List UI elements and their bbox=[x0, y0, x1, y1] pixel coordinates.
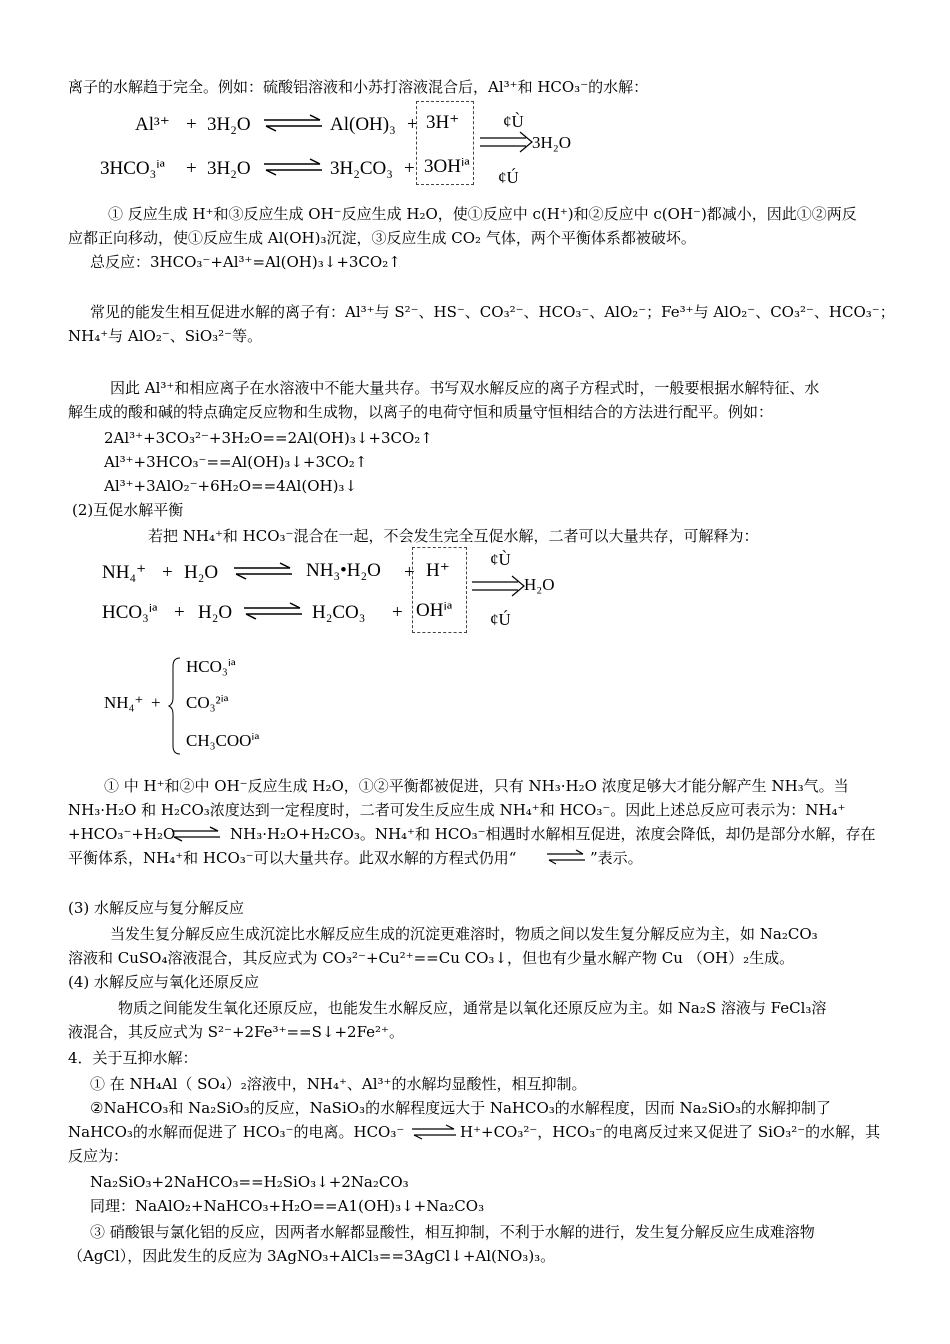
paragraph-metathesis: 溶液和 CuSO₄溶液混合，其反应式为 CO₃²⁻+Cu²⁺==Cu CO₃↓，但也有少量水解产物 Cu （OH）₂生成。 bbox=[68, 949, 795, 967]
s1-bicarbonate: 3HCO₃ⁱª bbox=[100, 158, 165, 179]
s1-mark: ¢Ú bbox=[498, 168, 519, 187]
paragraph-mutual-explain: 平衡体系，NH₄⁺和 HCO₃⁻可以大量共存。此双水解的方程式仍用“ bbox=[68, 849, 517, 867]
paragraph-mutual-inhibition: H⁺+CO₃²⁻，HCO₃⁻的电离反过来又促进了 SiO₃²⁻的水解，其 bbox=[460, 1123, 881, 1141]
s2-product: NH₃•H₂O bbox=[306, 560, 381, 581]
s1-plus: + bbox=[404, 158, 415, 179]
section-heading: (3) 水解反应与复分解反应 bbox=[68, 899, 245, 917]
s2-ammonium: NH₄⁺ bbox=[102, 562, 147, 583]
equation: Al³⁺+3HCO₃⁻==Al(OH)₃↓+3CO₂↑ bbox=[104, 453, 368, 471]
section-heading: (4) 水解反应与氧化还原反应 bbox=[68, 973, 260, 991]
s2-ion: OHⁱª bbox=[416, 600, 453, 621]
total-reaction: 总反应：3HCO₃⁻+Al³⁺=Al(OH)₃↓+3CO₂↑ bbox=[90, 253, 401, 271]
paragraph-silver-nitrate: （AgCl），因此发生的反应为 3AgNO₃+AlCl₃==3AgCl↓+Al(NO₃)₃。 bbox=[68, 1247, 556, 1265]
s2-plus: + bbox=[404, 562, 415, 583]
s2-plus: + bbox=[162, 562, 173, 583]
equilibrium-arrow-icon bbox=[262, 112, 326, 134]
equilibrium-arrow-icon bbox=[545, 850, 587, 864]
s1-combined: 3H₂O bbox=[532, 133, 571, 152]
paragraph-redox: 物质之间能发生氧化还原反应，也能发生水解反应，通常是以氧化还原反应为主。如 Na₂S 溶液与 FeCl₃溶 bbox=[118, 999, 827, 1017]
section-heading: (2)互促水解平衡 bbox=[72, 501, 184, 519]
s2-plus: + bbox=[174, 602, 185, 623]
s1-ion: 3H⁺ bbox=[426, 112, 460, 133]
s2-water: H₂O bbox=[198, 602, 233, 623]
double-arrow-icon bbox=[480, 132, 536, 152]
s1-water: 3H₂O bbox=[207, 158, 251, 179]
paragraph-metathesis: 当发生复分解反应生成沉淀比水解反应生成的沉淀更难溶时，物质之间以发生复分解反应为主，如 Na₂CO₃ bbox=[110, 925, 818, 943]
paragraph-mutual-explain: NH₃·H₂O 和 H₂CO₃浓度达到一定程度时，二者可发生反应生成 NH₄⁺和 HCO₃⁻。因此上述总反应可表示为：NH₄⁺ bbox=[68, 801, 846, 819]
s3-option: CO₃²ⁱª bbox=[186, 693, 229, 712]
s2-mark: ¢Ú bbox=[490, 610, 511, 629]
s1-product: 3H₂CO₃ bbox=[330, 158, 393, 179]
s3-plus: + bbox=[151, 693, 161, 712]
s3-option: HCO₃ⁱª bbox=[186, 657, 236, 676]
equilibrium-arrow-icon bbox=[170, 826, 222, 842]
s2-ion: H⁺ bbox=[426, 560, 450, 581]
s1-ion: 3OHⁱª bbox=[424, 156, 470, 177]
paragraph-mutual-inhibition: NaHCO₃的水解而促进了 HCO₃⁻的电离。HCO₃⁻ bbox=[68, 1123, 405, 1141]
equation: Al³⁺+3AlO₂⁻+6H₂O==4Al(OH)₃↓ bbox=[104, 477, 358, 495]
equilibrium-arrow-icon bbox=[262, 156, 326, 178]
s2-bicarbonate: HCO₃ⁱª bbox=[102, 602, 158, 623]
equation: Na₂SiO₃+2NaHCO₃==H₂SiO₃↓+2Na₂CO₃ bbox=[90, 1173, 409, 1191]
s2-mark: ¢Ù bbox=[490, 550, 511, 569]
s1-mark: ¢Ù bbox=[503, 112, 524, 131]
section-heading: 4．关于互抑水解： bbox=[68, 1049, 198, 1067]
s1-plus: + bbox=[186, 158, 197, 179]
s1-product: Al(OH)₃ bbox=[330, 114, 396, 135]
s1-water: 3H₂O bbox=[207, 114, 251, 135]
paragraph-mutual-inhibition: ②NaHCO₃和 Na₂SiO₃的反应，NaSiO₃的水解程度远大于 NaHCO₃的水解程度，因而 Na₂SiO₃的水解抑制了 bbox=[90, 1099, 832, 1117]
s2-combined: H₂O bbox=[524, 575, 555, 594]
s2-plus: + bbox=[392, 602, 403, 623]
paragraph-common-ions: 常见的能发生相互促进水解的离子有：Al³⁺与 S²⁻、HS⁻、CO₃²⁻、HCO₃⁻、AlO₂⁻；Fe³⁺与 AlO₂⁻、CO₃²⁻、HCO₃⁻； bbox=[90, 303, 895, 321]
double-arrow-icon bbox=[472, 576, 528, 596]
s3-ammonium: NH₄⁺ bbox=[104, 693, 144, 712]
paragraph-redox: 液混合，其反应式为 S²⁻+2Fe³⁺==S↓+2Fe²⁺。 bbox=[68, 1023, 404, 1041]
paragraph-mutual: 若把 NH₄⁺和 HCO₃⁻混合在一起，不会发生完全互促水解，二者可以大量共存，可解释为： bbox=[148, 527, 759, 545]
paragraph-mutual-explain: ① 中 H⁺和②中 OH⁻反应生成 H₂O，①②平衡都被促进，只有 NH₃·H₂O 浓度足够大才能分解产生 NH₃气。当 bbox=[104, 777, 849, 795]
s1-plus: + bbox=[407, 114, 418, 135]
paragraph-explain: ① 反应生成 H⁺和③反应生成 OH⁻反应生成 H₂O，使①反应中 c(H⁺)和②反应中 c(OH⁻)都减小，因此①②两反 bbox=[108, 205, 857, 223]
equation: 2Al³⁺+3CO₃²⁻+3H₂O==2Al(OH)₃↓+3CO₂↑ bbox=[104, 429, 433, 447]
s2-water: H₂O bbox=[184, 562, 219, 583]
s3-option: CH₃COOⁱª bbox=[186, 731, 260, 750]
paragraph-intro: 离子的水解趋于完全。例如：硫酸铝溶液和小苏打溶液混合后，Al³⁺和 HCO₃⁻的水解： bbox=[68, 78, 649, 96]
equilibrium-arrow-icon bbox=[232, 560, 296, 582]
brace-icon bbox=[168, 656, 182, 756]
dashed-box bbox=[416, 101, 474, 185]
dashed-box bbox=[412, 547, 467, 633]
paragraph-mutual-explain: NH₃·H₂O+H₂CO₃。NH₄⁺和 HCO₃⁻相遇时水解相互促进，浓度会降低，却仍是部分水解，存在 bbox=[230, 825, 876, 843]
paragraph-mutual-inhibition: 反应为： bbox=[68, 1147, 129, 1165]
s1-plus: + bbox=[186, 114, 197, 135]
equilibrium-arrow-icon bbox=[410, 1124, 458, 1140]
equation: 同理：NaAlO₂+NaHCO₃+H₂O==A1(OH)₃↓+Na₂CO₃ bbox=[90, 1197, 485, 1215]
paragraph-mutual-explain: ”表示。 bbox=[590, 849, 643, 867]
paragraph-double-hydrolysis: 解生成的酸和碱的特点确定反应物和生成物，以离子的电荷守恒和质量守恒相结合的方法进行配平。例如： bbox=[68, 403, 774, 421]
paragraph-mutual-explain: +HCO₃⁻+H₂O bbox=[68, 825, 176, 843]
paragraph-common-ions: NH₄⁺与 AlO₂⁻、SiO₃²⁻等。 bbox=[68, 327, 263, 345]
paragraph-double-hydrolysis: 因此 Al³⁺和相应离子在水溶液中不能大量共存。书写双水解反应的离子方程式时，一般要根据水解特征、水 bbox=[110, 379, 820, 397]
paragraph-silver-nitrate: ③ 硝酸银与氯化铝的反应，因两者水解都显酸性，相互抑制，不利于水解的进行，发生复分解反应生成难溶物 bbox=[90, 1223, 815, 1241]
equilibrium-arrow-icon bbox=[242, 600, 306, 622]
s1-al-ion: Al³⁺ bbox=[135, 114, 170, 135]
s2-product: H₂CO₃ bbox=[312, 602, 366, 623]
paragraph-mutual-inhibition: ① 在 NH₄Al（ SO₄）₂溶液中，NH₄⁺、Al³⁺的水解均显酸性，相互抑制。 bbox=[90, 1075, 587, 1093]
paragraph-explain: 应都正向移动，使①反应生成 Al(OH)₃沉淀，③反应生成 CO₂ 气体，两个平衡体系都被破坏。 bbox=[68, 229, 696, 247]
